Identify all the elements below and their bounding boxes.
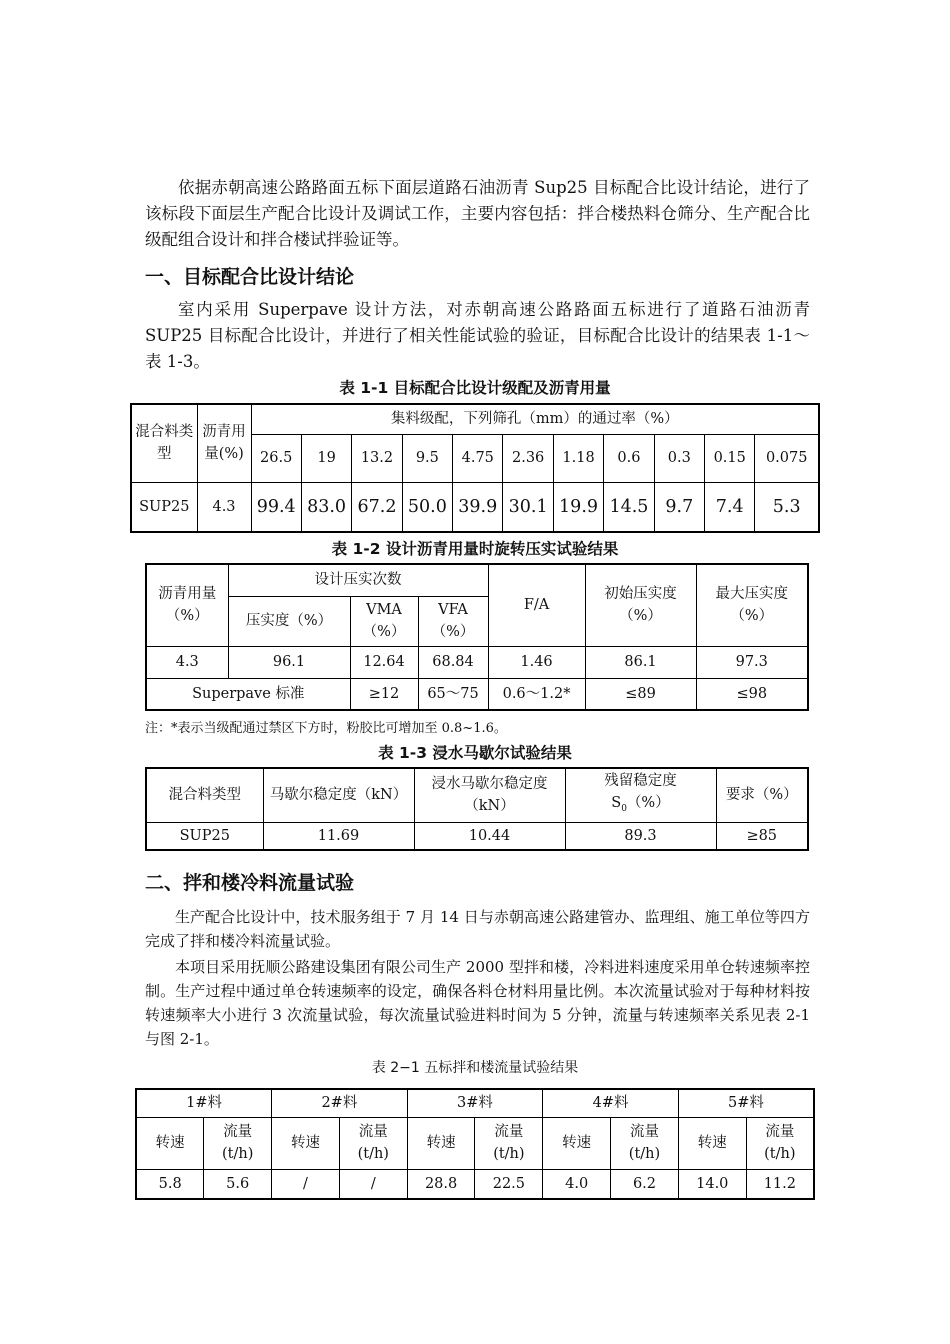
t2-standard-fa: 0.6～1.2* bbox=[488, 678, 585, 710]
t1-value: 14.5 bbox=[604, 482, 654, 532]
t3-cell: 10.44 bbox=[414, 822, 565, 850]
t3-header-ims: 浸水马歇尔稳定度（kN） bbox=[414, 768, 565, 822]
t4-cell: 11.2 bbox=[746, 1169, 814, 1199]
t3-header-rs-subscript: 0 bbox=[621, 804, 627, 815]
t2-standard-init: ≤89 bbox=[585, 678, 696, 710]
t4-cell: 5.6 bbox=[204, 1169, 272, 1199]
t3-cell: 89.3 bbox=[565, 822, 716, 850]
t2-header-init: 初始压实度（%） bbox=[585, 564, 696, 646]
t4-bin: 1#料 bbox=[136, 1089, 272, 1117]
t1-sieve: 9.5 bbox=[402, 434, 452, 482]
t4-flow-unit: (t/h) bbox=[764, 1146, 796, 1162]
t3-cell: SUP25 bbox=[146, 822, 263, 850]
section1-paragraph: 室内采用 Superpave 设计方法，对赤朝高速公路路面五标进行了道路石油沥青 SUP25 目标配合比设计，并进行了相关性能试验的验证，目标配合比设计的结果表 1-1～表 1-3。 bbox=[145, 300, 810, 371]
t4-flow-unit: (t/h) bbox=[493, 1146, 525, 1162]
t1-header-gradation: 集料级配，下列筛孔（mm）的通过率（%） bbox=[251, 404, 819, 434]
t1-sieve: 0.3 bbox=[654, 434, 704, 482]
t2-header-binder: 沥青用量（%） bbox=[146, 564, 228, 646]
section1-title: 一、目标配合比设计结论 bbox=[145, 266, 355, 288]
t4-flow-label: 流量 bbox=[629, 1124, 659, 1140]
t2-cell: 96.1 bbox=[228, 646, 350, 678]
t4-header-flow bbox=[339, 1117, 407, 1169]
t1-sieve: 13.2 bbox=[352, 434, 402, 482]
t2-cell: 1.46 bbox=[488, 646, 585, 678]
table3-marshall bbox=[145, 767, 809, 851]
t2-header-design: 设计压实次数 bbox=[228, 564, 488, 596]
t2-standard-vma: ≥12 bbox=[350, 678, 418, 710]
t1-sieve: 4.75 bbox=[453, 434, 503, 482]
section2-title: 二、拌和楼冷料流量试验 bbox=[145, 872, 355, 894]
t2-header-density: 压实度（%） bbox=[228, 596, 350, 646]
t1-header-mix: 混合料类型 bbox=[131, 404, 197, 482]
table2-gyratory bbox=[145, 563, 809, 711]
t1-sieve: 0.15 bbox=[705, 434, 755, 482]
t2-header-vma: VMA（%） bbox=[350, 596, 418, 646]
table4-flow bbox=[135, 1088, 815, 1200]
t4-header-flow bbox=[475, 1117, 543, 1169]
t4-header-flow bbox=[611, 1117, 679, 1169]
t1-sieve: 26.5 bbox=[251, 434, 301, 482]
t1-sieve: 0.075 bbox=[755, 434, 819, 482]
t4-flow-label: 流量 bbox=[223, 1124, 253, 1140]
t1-value: 83.0 bbox=[301, 482, 351, 532]
table1-caption: 表 1-1 目标配合比设计级配及沥青用量 bbox=[339, 379, 611, 397]
t1-value: 5.3 bbox=[755, 482, 819, 532]
t3-header-rs bbox=[565, 768, 716, 822]
t1-row-binder: 4.3 bbox=[197, 482, 251, 532]
t4-cell: 6.2 bbox=[611, 1169, 679, 1199]
table2-caption: 表 1-2 设计沥青用量时旋转压实试验结果 bbox=[331, 540, 619, 558]
t2-cell: 12.64 bbox=[350, 646, 418, 678]
t1-value: 7.4 bbox=[705, 482, 755, 532]
t4-bin: 5#料 bbox=[678, 1089, 814, 1117]
t4-cell: 5.8 bbox=[136, 1169, 204, 1199]
table3-caption: 表 1-3 浸水马歇尔试验结果 bbox=[378, 744, 572, 762]
t1-sieve: 0.6 bbox=[604, 434, 654, 482]
table2-note: 注：*表示当级配通过禁区下方时，粉胶比可增加至 0.8~1.6。 bbox=[145, 721, 507, 736]
t4-header-speed: 转速 bbox=[678, 1117, 746, 1169]
t4-flow-label: 流量 bbox=[765, 1124, 795, 1140]
t1-sieve: 19 bbox=[301, 434, 351, 482]
t3-header-req: 要求（%） bbox=[716, 768, 808, 822]
t2-cell: 86.1 bbox=[585, 646, 696, 678]
t4-flow-unit: (t/h) bbox=[222, 1146, 254, 1162]
t4-cell: 28.8 bbox=[407, 1169, 475, 1199]
t4-bin: 3#料 bbox=[407, 1089, 543, 1117]
t1-value: 39.9 bbox=[453, 482, 503, 532]
t1-value: 67.2 bbox=[352, 482, 402, 532]
t2-header-fa: F/A bbox=[488, 564, 585, 646]
t2-standard-max: ≤98 bbox=[696, 678, 808, 710]
t3-cell: 11.69 bbox=[263, 822, 414, 850]
t1-row-mix: SUP25 bbox=[131, 482, 197, 532]
t2-cell: 4.3 bbox=[146, 646, 228, 678]
t4-header-speed: 转速 bbox=[272, 1117, 340, 1169]
t4-cell: 14.0 bbox=[678, 1169, 746, 1199]
t4-bin: 4#料 bbox=[543, 1089, 679, 1117]
t2-standard-label: Superpave 标准 bbox=[146, 678, 350, 710]
t2-cell: 68.84 bbox=[418, 646, 488, 678]
table4-caption: 表 2−1 五标拌和楼流量试验结果 bbox=[371, 1060, 579, 1076]
t4-bin: 2#料 bbox=[272, 1089, 408, 1117]
t4-cell: 4.0 bbox=[543, 1169, 611, 1199]
section2-paragraph1: 生产配合比设计中，技术服务组于 7 月 14 日与赤朝高速公路建管办、监理组、施工单位等四方完成了拌和楼冷料流量试验。 bbox=[145, 908, 810, 950]
t3-header-rs-symbol: S bbox=[611, 795, 622, 812]
t2-cell: 97.3 bbox=[696, 646, 808, 678]
t4-header-speed: 转速 bbox=[407, 1117, 475, 1169]
t1-value: 99.4 bbox=[251, 482, 301, 532]
table1-gradation bbox=[130, 403, 820, 533]
t1-value: 19.9 bbox=[553, 482, 603, 532]
t2-standard-vfa: 65～75 bbox=[418, 678, 488, 710]
t3-header-mix: 混合料类型 bbox=[146, 768, 263, 822]
t2-header-vfa: VFA（%） bbox=[418, 596, 488, 646]
t1-value: 9.7 bbox=[654, 482, 704, 532]
t1-sieve: 1.18 bbox=[553, 434, 603, 482]
t1-value: 50.0 bbox=[402, 482, 452, 532]
section2-paragraph2: 本项目采用抚顺公路建设集团有限公司生产 2000 型拌和楼，冷料进料速度采用单仓转速频率控制。生产过程中通过单仓转速频率的设定，确保各料仓材料用量比例。本次流量试验对于每种材料按转速频率大小进行 3 次流量试验，每次流量试验进料时间为 5 分钟，流量与转速频率关系见表 2-1 与图 2-1。 bbox=[145, 958, 810, 1048]
t4-header-speed: 转速 bbox=[543, 1117, 611, 1169]
t3-header-rs-label: 残留稳定度 bbox=[604, 773, 677, 790]
t4-flow-unit: (t/h) bbox=[628, 1146, 661, 1162]
t4-flow-unit: (t/h) bbox=[357, 1146, 389, 1162]
t4-cell: / bbox=[339, 1169, 407, 1199]
t1-header-binder: 沥青用量(%) bbox=[197, 404, 251, 482]
t3-cell: ≥85 bbox=[716, 822, 808, 850]
t4-header-speed: 转速 bbox=[136, 1117, 204, 1169]
t4-header-flow bbox=[204, 1117, 272, 1169]
t4-flow-label: 流量 bbox=[358, 1124, 388, 1140]
t3-header-ms: 马歇尔稳定度（kN） bbox=[263, 768, 414, 822]
t4-header-flow bbox=[746, 1117, 814, 1169]
t4-flow-label: 流量 bbox=[494, 1124, 524, 1140]
t2-header-max: 最大压实度（%） bbox=[696, 564, 808, 646]
t1-value: 30.1 bbox=[503, 482, 553, 532]
t4-cell: / bbox=[272, 1169, 340, 1199]
t1-sieve: 2.36 bbox=[503, 434, 553, 482]
intro-paragraph: 依据赤朝高速公路路面五标下面层道路石油沥青 Sup25 目标配合比设计结论，进行了该标段下面层生产配合比设计及调试工作，主要内容包括：拌合楼热料仓筛分、生产配合比级配组合设计和拌合楼试拌验证等。 bbox=[145, 178, 810, 249]
t3-header-rs-unit: （%） bbox=[626, 795, 670, 812]
t4-cell: 22.5 bbox=[475, 1169, 543, 1199]
